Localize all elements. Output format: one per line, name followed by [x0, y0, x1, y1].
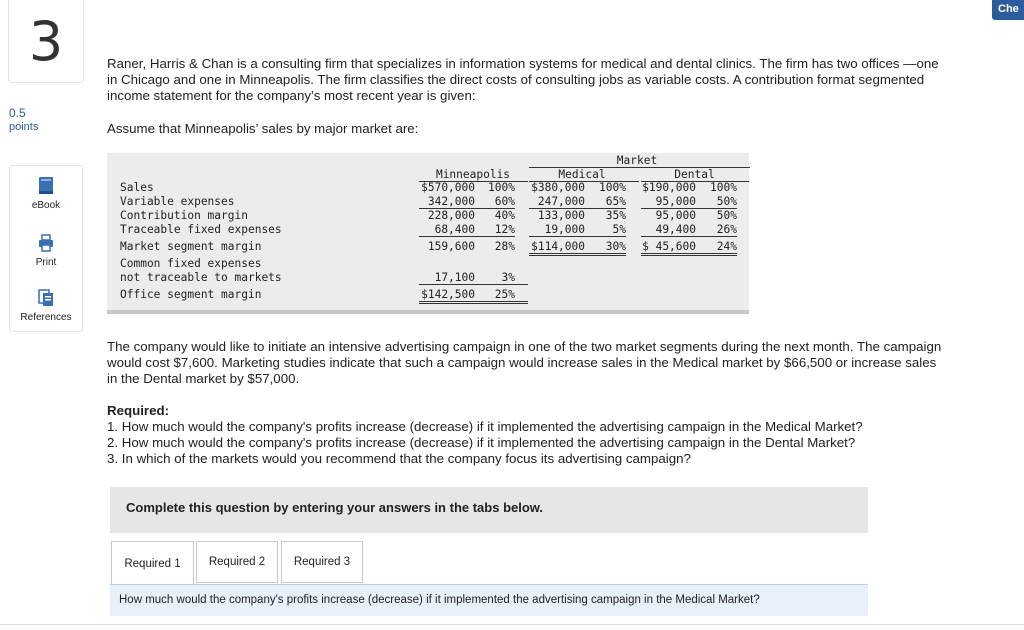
cell-mn: 159,600	[427, 240, 475, 253]
cell-mn: 68,400	[434, 223, 475, 236]
campaign-paragraph: The company would like to initiate an intensive advertising campaign in one of the two market segments during the next month. The campaign would cost $7,600. Marketing studies indicate that such a campaign would increase sales in the Medical market by $66,500 or increase sales in the Dental market by $57,000.	[107, 339, 942, 386]
row-label: Sales	[120, 181, 154, 194]
rule	[419, 236, 515, 237]
rule	[419, 284, 528, 285]
cell-mnp: 12%	[494, 223, 515, 236]
required-item: 2. How much would the company's profits increase (decrease) if it implemented the advertising campaign in the Dental Market?	[107, 435, 856, 450]
tab-required-2[interactable]: Required 2	[196, 541, 278, 583]
cell-denp: 50%	[716, 209, 737, 222]
rule	[529, 236, 626, 237]
required-item: 3. In which of the markets would you recommend that the company focus its advertising campaign?	[107, 451, 691, 466]
side-tools-panel	[9, 165, 83, 332]
cell-mnp: 100%	[488, 181, 515, 194]
cell-mn: 17,100	[434, 271, 475, 284]
cell-med: $380,000	[531, 181, 585, 194]
points-value: 0.5	[9, 106, 26, 120]
cell-med: $114,000	[531, 240, 585, 253]
cell-mnp: 25%	[494, 288, 515, 301]
ebook-button[interactable]	[10, 176, 82, 211]
cell-mn: $142,500	[421, 288, 475, 301]
cell-den: $190,000	[642, 181, 696, 194]
tab-required-1[interactable]: Required 1	[111, 541, 194, 585]
cell-den: 95,000	[655, 195, 696, 208]
print-button[interactable]	[10, 233, 82, 268]
row-label: Office segment margin	[120, 288, 262, 301]
print-label: Print	[35, 257, 57, 268]
cell-mnp: 60%	[494, 195, 515, 208]
cell-den: 95,000	[655, 209, 696, 222]
cell-medp: 100%	[599, 181, 626, 194]
print-icon	[37, 233, 55, 253]
row-label: Contribution margin	[120, 209, 248, 222]
row-label: not traceable to markets	[120, 271, 282, 284]
assume-paragraph: Assume that Minneapolis’ sales by major market are:	[107, 121, 419, 136]
ebook-icon	[37, 176, 55, 196]
row-label: Variable expenses	[120, 195, 235, 208]
cell-denp: 50%	[716, 195, 737, 208]
points-label: points	[9, 121, 39, 133]
required-list	[107, 419, 863, 467]
tab-required-3[interactable]: Required 3	[281, 541, 363, 583]
cell-mnp: 3%	[501, 271, 515, 284]
cell-medp: 65%	[605, 195, 626, 208]
cell-mn: 342,000	[427, 195, 475, 208]
cell-denp: 26%	[716, 223, 737, 236]
divider	[0, 624, 1024, 625]
required-title: Required:	[107, 403, 170, 418]
references-label: References	[20, 312, 72, 323]
cell-medp: 5%	[612, 223, 626, 236]
market-header: Market	[616, 154, 658, 167]
income-statement-table	[107, 153, 749, 314]
cell-med: 247,000	[537, 195, 585, 208]
instructions-box	[110, 487, 868, 533]
cell-mnp: 40%	[494, 209, 515, 222]
cell-den: $ 45,600	[642, 240, 696, 253]
table-scrollbar[interactable]	[107, 310, 749, 314]
references-button[interactable]	[10, 288, 82, 323]
question-number-box	[8, 0, 84, 83]
row-label: Traceable fixed expenses	[120, 223, 282, 236]
medical-header: Medical	[558, 168, 606, 181]
cell-den: 49,400	[655, 223, 696, 236]
cell-mn: 228,000	[427, 209, 475, 222]
intro-paragraph: Raner, Harris & Chan is a consulting firm that specializes in information systems for medical and dental clinics. The firm has two offices —one in Chicago and one in Minneapolis. The firm classifies the direct costs of consulting jobs as variable costs. A contribution format segmented income statement for the company’s most recent year is given:	[107, 56, 939, 103]
cell-med: 133,000	[537, 209, 585, 222]
instructions-text: Complete this question by entering your answers in the tabs below.	[126, 500, 544, 515]
double-rule	[641, 253, 737, 254]
ebook-label: eBook	[31, 200, 61, 211]
cell-med: 19,000	[544, 223, 585, 236]
cell-mn: $570,000	[421, 181, 475, 194]
double-rule	[529, 253, 626, 254]
row-label: Market segment margin	[120, 240, 262, 253]
minneapolis-header: Minneapolis	[435, 168, 511, 181]
cell-medp: 35%	[605, 209, 626, 222]
double-rule	[419, 301, 528, 302]
row-label: Common fixed expenses	[120, 257, 262, 270]
rule	[641, 236, 737, 237]
check-button[interactable]: Che	[992, 0, 1024, 20]
active-question-bar: How much would the company's profits increase (decrease) if it implemented the advertising campaign in the Medical Market?	[110, 584, 868, 616]
cell-medp: 30%	[605, 240, 626, 253]
cell-denp: 100%	[710, 181, 737, 194]
required-item: 1. How much would the company's profits increase (decrease) if it implemented the advertising campaign in the Medical Market?	[107, 419, 863, 434]
cell-denp: 24%	[716, 240, 737, 253]
references-icon	[37, 288, 55, 308]
dental-header: Dental	[674, 168, 715, 181]
question-number: 3	[28, 9, 64, 73]
cell-mnp: 28%	[494, 240, 515, 253]
